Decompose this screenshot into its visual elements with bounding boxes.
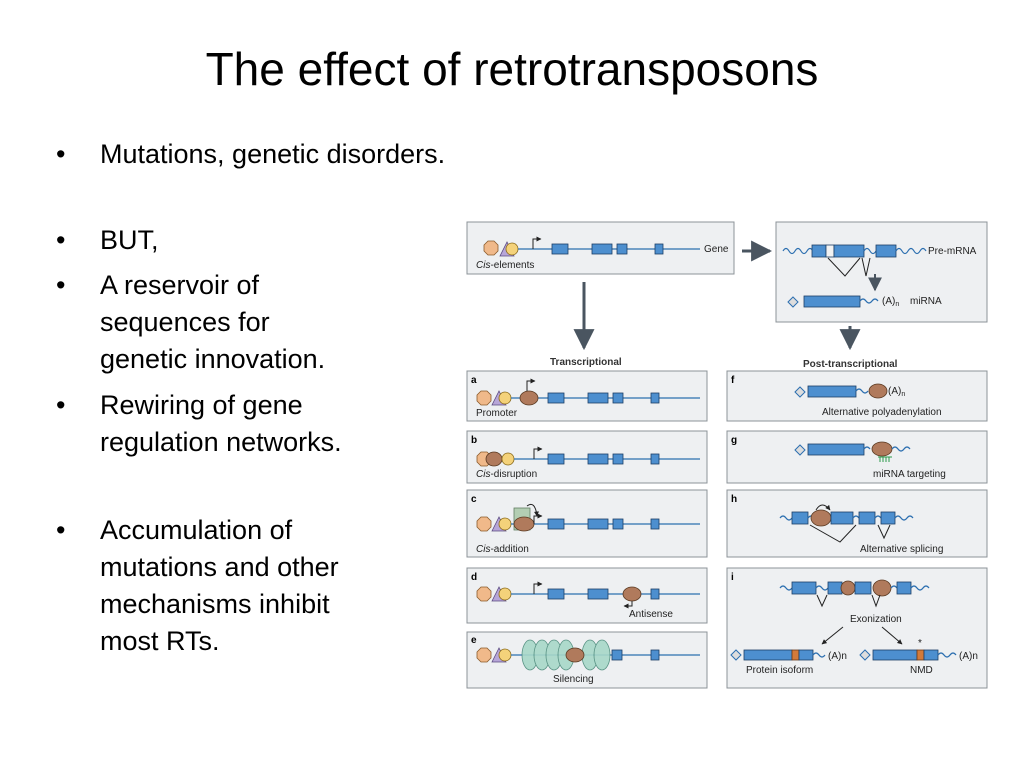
poly-a-label: (A)n	[828, 651, 847, 662]
panel-d-antisense	[467, 568, 707, 623]
bullet-text: A reservoir of sequences for genetic innovation.	[100, 270, 326, 374]
retrotransposon	[486, 452, 502, 466]
panel-label: Silencing	[553, 674, 594, 685]
bullet-marker: •	[56, 515, 66, 545]
panel-label: Antisense	[629, 609, 673, 620]
panel-letter: a	[471, 375, 477, 386]
panel-letter: g	[731, 435, 738, 446]
protein-isoform-label: Protein isoform	[746, 665, 814, 676]
exon	[804, 296, 860, 307]
retrotransposon	[811, 510, 831, 526]
panel-f-alternative-polyadenylation	[727, 371, 987, 421]
panel-letter: e	[471, 635, 477, 646]
bullet-marker: •	[56, 225, 66, 255]
retrotransposon	[514, 517, 534, 531]
panel-letter: c	[471, 494, 477, 505]
post-transcriptional-header: Post-transcriptional	[803, 359, 898, 370]
pre-mrna-label: Pre-mRNA	[928, 246, 977, 257]
panel-letter: b	[471, 435, 478, 446]
exon	[876, 245, 896, 257]
panel-label: Promoter	[476, 408, 518, 419]
panel-label: Cis-disruption	[476, 469, 538, 480]
exon	[552, 244, 568, 254]
bullet-marker: •	[56, 139, 66, 169]
nmd-label: NMD	[910, 665, 933, 676]
panel-i-exonization	[727, 568, 987, 688]
gene-structure-panel	[467, 222, 734, 274]
panel-b-cis-disruption	[467, 431, 707, 483]
premature-stop-star: *	[918, 638, 922, 649]
exon	[655, 244, 663, 254]
bullet-marker: •	[56, 390, 66, 420]
panel-label: Cis-addition	[476, 544, 529, 555]
mirna-label: miRNA	[910, 296, 942, 307]
panel-e-silencing	[467, 632, 707, 688]
pre-mrna-panel	[776, 222, 987, 322]
gene-label: Gene	[704, 244, 729, 255]
poly-a-label: (A)n	[959, 651, 978, 662]
bullet-marker: •	[56, 270, 66, 300]
panel-a-promoter	[467, 371, 707, 421]
retrotransposon	[566, 648, 584, 662]
circle-element-icon	[506, 243, 518, 255]
bullet-text: BUT,	[100, 225, 159, 255]
cis-elements-label: Cis-elements	[476, 260, 535, 271]
panel-h-alternative-splicing	[727, 490, 987, 557]
slide-title: The effect of retrotransposons	[205, 43, 819, 95]
transcriptional-header: Transcriptional	[550, 357, 622, 368]
panel-label: Alternative splicing	[860, 544, 944, 555]
poly-a-label: $(A)_n$	[888, 386, 906, 398]
exon	[592, 244, 612, 254]
panel-c-cis-addition	[467, 490, 707, 557]
panel-label: miRNA targeting	[873, 469, 946, 480]
panel-letter: h	[731, 494, 738, 505]
retrotransposon	[520, 391, 538, 405]
bullet-text: Mutations, genetic disorders.	[100, 139, 446, 169]
exon	[617, 244, 627, 254]
retrotransposon	[869, 384, 887, 398]
bullet-text: Rewiring of gene regulation networks.	[100, 390, 342, 457]
retrotransposon	[623, 587, 641, 601]
panel-letter: f	[731, 375, 735, 386]
panel-g-mirna-targeting	[727, 431, 987, 483]
retrotransposon	[873, 580, 891, 596]
panel-letter: d	[471, 572, 478, 583]
poly-a-label: $(A)_n$	[882, 296, 900, 308]
panel-label: Alternative polyadenylation	[822, 407, 942, 418]
panel-letter: i	[731, 572, 734, 583]
exon	[834, 245, 864, 257]
octagon-element-icon	[484, 241, 498, 255]
bullet-text: Accumulation of mutations and other mechanisms inhibit most RTs.	[100, 515, 339, 656]
retrotransposon	[872, 442, 892, 456]
exonization-label: Exonization	[850, 614, 902, 625]
